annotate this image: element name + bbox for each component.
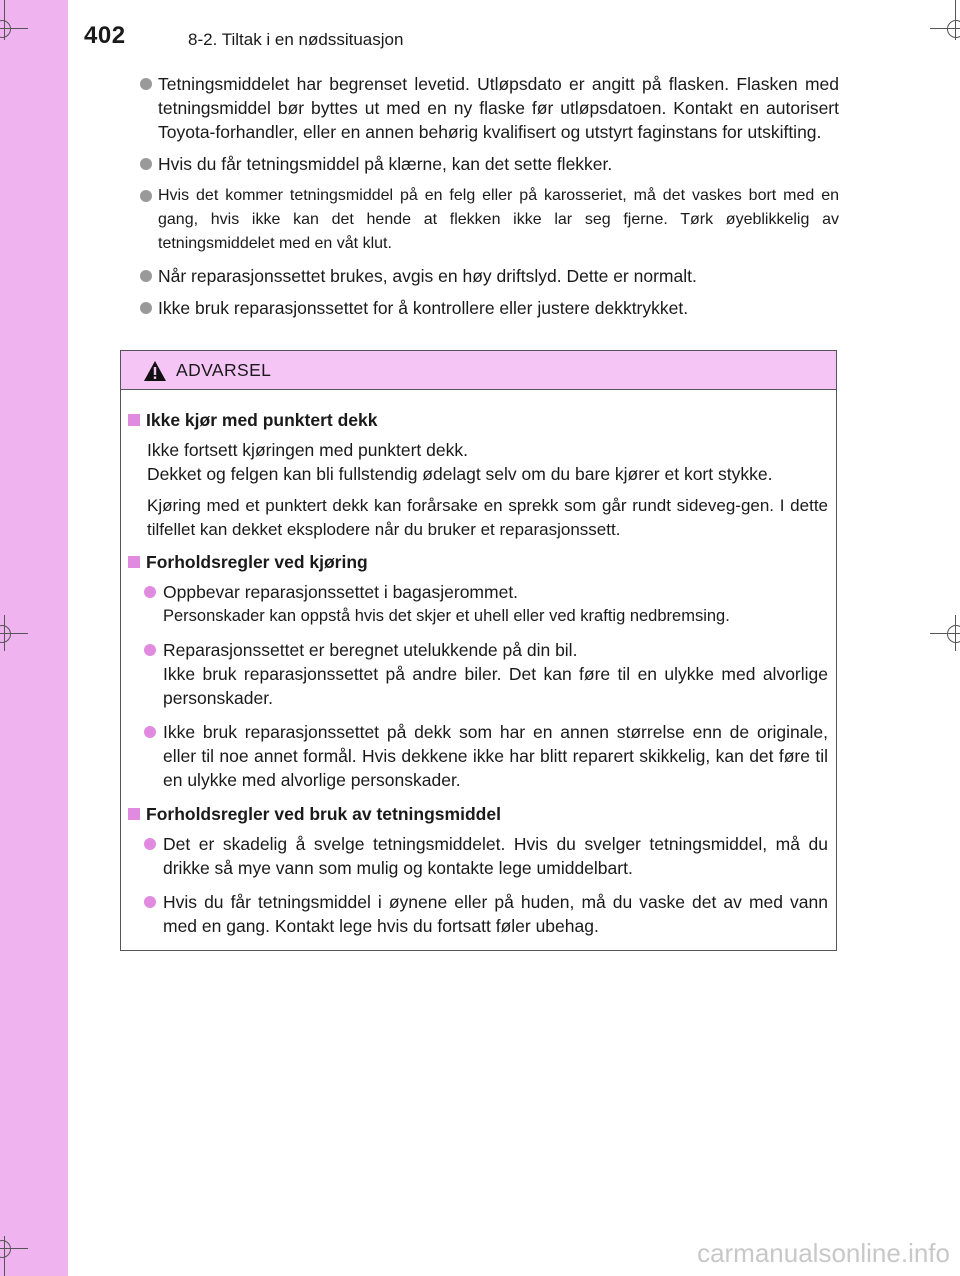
heading-text: Ikke kjør med punktert dekk (146, 410, 378, 430)
bullet-main-text: Ikke bruk reparasjonssettet på dekk som har en annen størrelse enn de originale, eller til noe annet formål. Hvis dekkene ikke har blitt reparert skikkelig, kan det føre til en ulykke med alvorlige personskader. (163, 722, 828, 790)
warning-paragraph (127, 438, 828, 486)
note-text: Hvis det kommer tetningsmiddel på en felg eller på karosseriet, må det vaskes bort med en gang, hvis ikke kan det hende at flekken ikke lar seg fjerne. Tørk øyeblikkelig av tetningsmiddelet med en våt klut. (158, 187, 839, 252)
page-number: 402 (84, 22, 126, 49)
heading-text: Forholdsregler ved kjøring (146, 552, 368, 572)
square-bullet-icon (128, 414, 140, 426)
bullet-dot-icon (144, 838, 156, 850)
bullet-dot-icon (140, 270, 152, 282)
paragraph-line: Dekket og felgen kan bli fullstendig ødelagt selv om du bare kjører et kort stykke. (147, 464, 773, 484)
bullet-dot-icon (144, 726, 156, 738)
warning-section-heading (127, 408, 828, 432)
note-item (137, 296, 839, 320)
warning-paragraph: Kjøring med et punktert dekk kan forårsake en sprekk som går rundt sideveg-gen. I dette tilfellet kan dekket eksplodere når du bruker et reparasjonssett. (147, 496, 828, 539)
bullet-main-text: Det er skadelig å svelge tetningsmiddelet. Hvis du svelger tetningsmiddel, må du drikke så mye vann som mulig og kontakte lege umiddelbart. (163, 834, 828, 878)
note-item (137, 152, 839, 176)
color-sidebar (0, 0, 68, 1276)
note-text: Ikke bruk reparasjonssettet for å kontrollere eller justere dekktrykket. (158, 298, 689, 318)
note-item (137, 72, 839, 144)
warning-bullet (127, 832, 828, 880)
warning-header (121, 351, 836, 390)
bullet-main-text: Oppbevar reparasjonssettet i bagasjerommet. (163, 582, 519, 602)
warning-bullet (127, 638, 828, 710)
note-text: Tetningsmiddelet har begrenset levetid. Utløpsdato er angitt på flasken. Flasken med tetningsmiddel bør byttes ut med en ny flaske før utløpsdatoen. Kontakt en autorisert Toyota-forhandler, eller en annen behørig kvalifisert og utstyrt faginstans for utskifting. (158, 74, 839, 142)
bullet-main-text: Hvis du får tetningsmiddel i øynene eller på huden, må du vaske det av med vann med en gang. Kontakt lege hvis du fortsatt føler ubehag. (163, 892, 828, 936)
bullet-sub-text: Personskader kan oppstå hvis det skjer et uhell eller ved kraftig nedbremsing. (163, 607, 730, 625)
section-title: 8-2. Tiltak i en nødssituasjon (188, 30, 404, 49)
note-item (137, 264, 839, 288)
bullet-dot-icon (140, 158, 152, 170)
bullet-dot-icon (144, 644, 156, 656)
warning-section-heading (127, 550, 828, 574)
warning-bullet (127, 720, 828, 792)
note-text: Hvis du får tetningsmiddel på klærne, kan det sette flekker. (158, 154, 613, 174)
note-item (137, 184, 839, 256)
heading-text: Forholdsregler ved bruk av tetningsmiddel (146, 804, 501, 824)
square-bullet-icon (128, 556, 140, 568)
bullet-dot-icon (144, 586, 156, 598)
warning-triangle-icon (143, 360, 167, 387)
bullet-main-text: Reparasjonssettet er beregnet utelukkende på din bil. (163, 640, 578, 660)
note-text: Når reparasjonssettet brukes, avgis en høy driftslyd. Dette er normalt. (158, 266, 697, 286)
watermark: carmanualsonline.info (697, 1238, 950, 1268)
warning-bullet (127, 580, 828, 628)
bullet-dot-icon (140, 302, 152, 314)
bullet-sub-text: Ikke bruk reparasjonssettet på andre biler. Det kan føre til en ulykke med alvorlige personskader. (163, 664, 828, 708)
square-bullet-icon (128, 808, 140, 820)
paragraph-line: Ikke fortsett kjøringen med punktert dekk. (147, 440, 468, 460)
bullet-dot-icon (140, 78, 152, 90)
bullet-dot-icon (144, 896, 156, 908)
warning-section-heading (127, 802, 828, 826)
warning-box (120, 350, 837, 951)
warning-label: ADVARSEL (176, 360, 272, 380)
notes-list (137, 72, 839, 328)
warning-body (121, 390, 836, 938)
warning-bullet (127, 890, 828, 938)
bullet-dot-icon (140, 190, 152, 202)
